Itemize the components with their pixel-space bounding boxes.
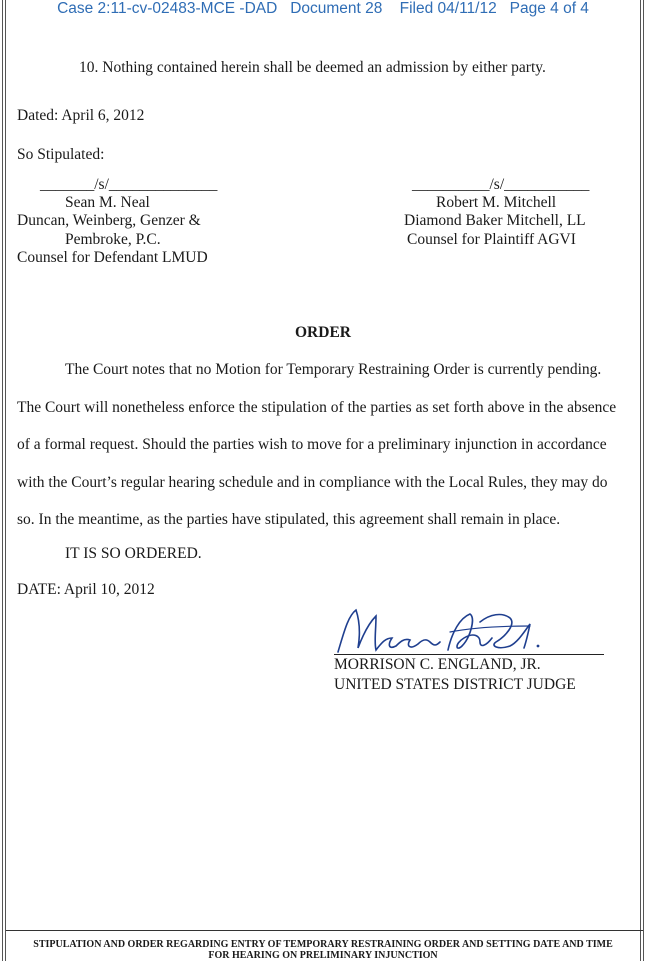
judge-signature xyxy=(330,602,570,662)
order-body-line: The Court notes that no Motion for Temporary Restraining Order is currently pending. xyxy=(65,361,602,378)
order-date-line: DATE: April 10, 2012 xyxy=(17,581,155,598)
order-body-line: so. In the meantime, as the parties have stipulated, this agreement shall remain in place. xyxy=(17,511,561,528)
judge-signature-line xyxy=(334,654,604,655)
left-margin-rule xyxy=(2,0,3,961)
so-stipulated-label: So Stipulated: xyxy=(17,146,105,163)
left-signatory-firm-line1: Duncan, Weinberg, Genzer & xyxy=(17,212,201,229)
paragraph-10: 10. Nothing contained herein shall be deemed an admission by either party. xyxy=(79,59,546,76)
dated-line: Dated: April 6, 2012 xyxy=(17,107,145,124)
judge-title: UNITED STATES DISTRICT JUDGE xyxy=(334,676,576,693)
left-margin-rule-inner xyxy=(5,0,6,961)
right-margin-rule-inner xyxy=(640,0,641,961)
right-margin-rule xyxy=(643,0,644,961)
left-signatory-name: Sean M. Neal xyxy=(65,194,150,211)
footer-caption-line2: FOR HEARING ON PRELIMINARY INJUNCTION xyxy=(208,950,438,961)
order-body-line: The Court will nonetheless enforce the stipulation of the parties as set forth above in the absence xyxy=(17,399,617,416)
so-ordered-line: IT IS SO ORDERED. xyxy=(65,545,202,562)
order-title: ORDER xyxy=(295,324,351,341)
right-signature-line: __________/s/___________ xyxy=(412,176,590,193)
left-signatory-role: Counsel for Defendant LMUD xyxy=(17,249,208,266)
ecf-header-stamp: Case 2:11-cv-02483-MCE -DAD Document 28 Filed 04/11/12 Page 4 of 4 xyxy=(57,0,589,17)
order-body-line: with the Court’s regular hearing schedule and in compliance with the Local Rules, they may do xyxy=(17,474,608,491)
right-signatory-role: Counsel for Plaintiff AGVI xyxy=(407,231,576,248)
footer-divider xyxy=(6,930,643,931)
left-signatory-firm-line2: Pembroke, P.C. xyxy=(65,231,161,248)
right-signatory-firm: Diamond Baker Mitchell, LL xyxy=(404,212,586,229)
footer-caption-line1: STIPULATION AND ORDER REGARDING ENTRY OF TEMPORARY RESTRAINING ORDER AND SETTING DATE AND TIME xyxy=(33,939,613,950)
left-signature-line: _______/s/______________ xyxy=(40,176,218,193)
right-signatory-name: Robert M. Mitchell xyxy=(436,194,557,211)
order-body-line: of a formal request. Should the parties wish to move for a preliminary injunction in accordance xyxy=(17,436,607,453)
judge-name: MORRISON C. ENGLAND, JR. xyxy=(334,656,541,673)
